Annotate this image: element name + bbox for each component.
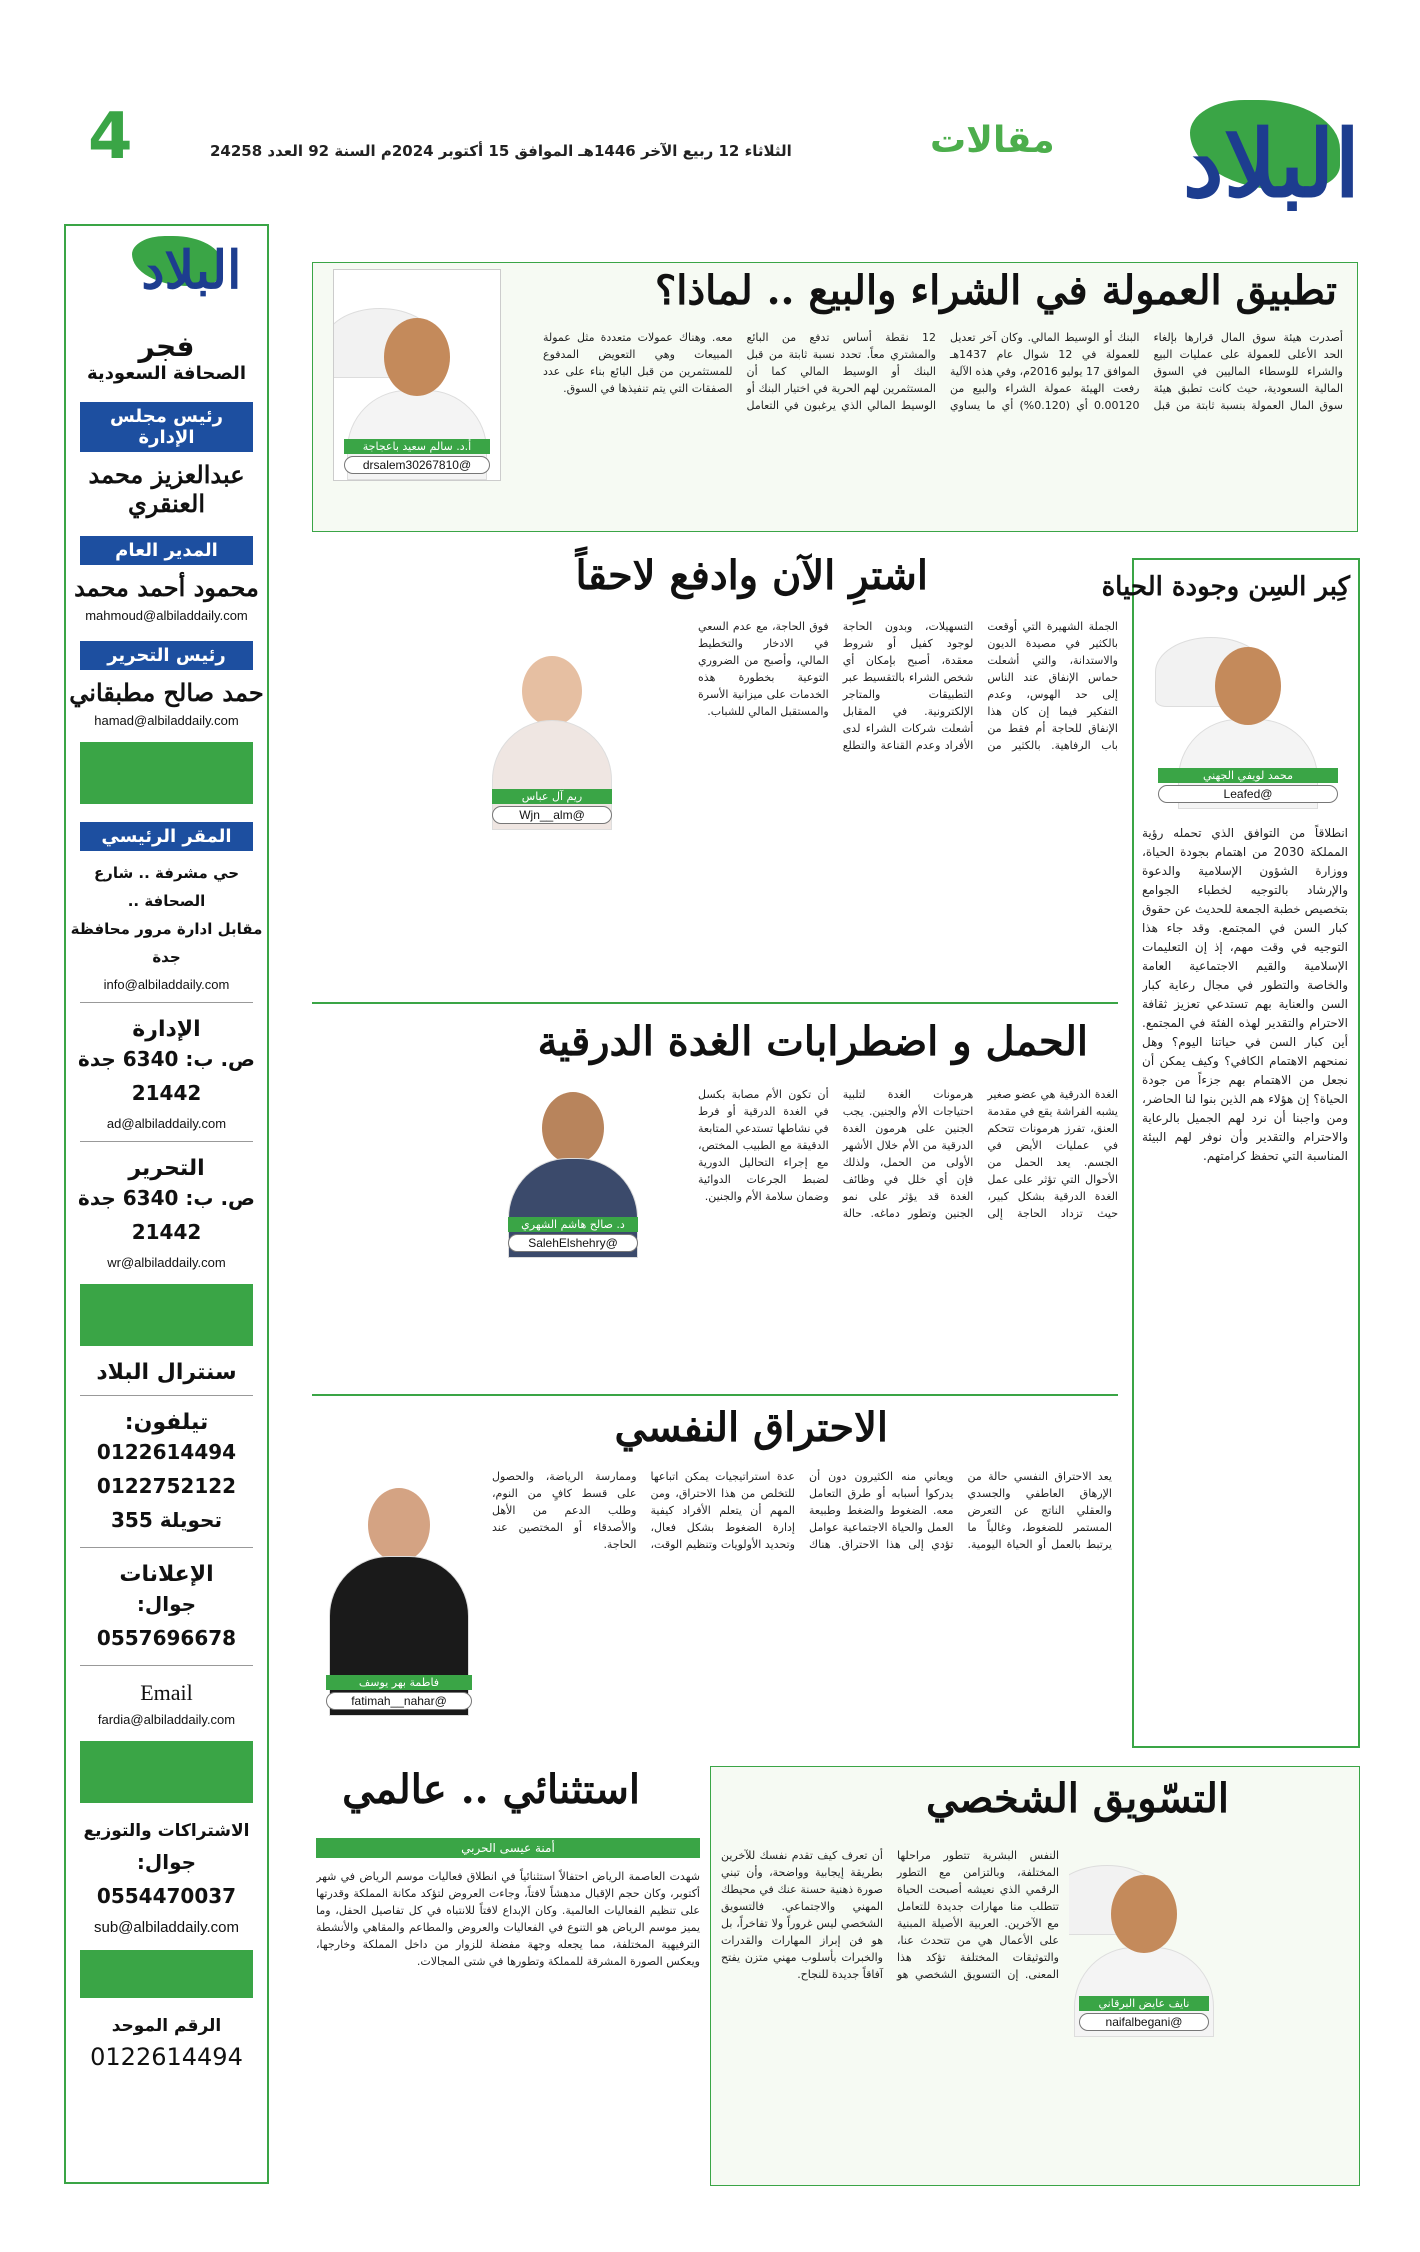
- ads-label: الإعلانات: [119, 1562, 214, 1587]
- editor-email[interactable]: hamad@albiladdaily.com: [94, 713, 239, 728]
- editor-name: حمد صالح مطبقاني: [69, 678, 264, 707]
- article-body: النفس البشرية تتطور مراحلها المختلفة، وبالتزامن مع التطور الرقمي الذي نعيشه أصبحت الحياة تتطلب منا مهارات جديدة للتعامل مع الآخرين. العربية الأصيلة المبنية على الأعمال هي من تتحدث عنا، والتوثيقات المختلفة تؤكد هذا المعنى. إن التسويق الشخصي هو أن تعرف كيف تقدم نفسك للآخرين بطريقة إيجابية وواضحة، وأن تبني صورة ذهنية حسنة عنك في محيطك المهني والاجتماعي. فالتسويق الشخصي ليس غروراً ولا تفاخراً، بل هو فن إبراز المهارات والقدرات والخبرات بأسلوب مهني متزن يفتح آفاقاً جديدة للنجاح.: [721, 1849, 1059, 1981]
- phone-extension: تحويلة 355: [111, 1508, 222, 1532]
- sidebar-logo-wordmark: البلاد: [141, 240, 242, 301]
- article-body: الغدة الدرقية هي عضو صغير يشبه الفراشة يقع في مقدمة العنق، تفرز هرمونات تتحكم في عمليات الأيض في الجسم. يعد الحمل من الأحوال التي تؤثر على عمل الغدة الدرقية بشكل كبير، حيث تزداد الحاجة إلى هرمونات الغدة لتلبية احتياجات الأم والجنين. يجب الجنين على هرمون الغدة الدرقية من الأم خلال الأشهر الأولى من الحمل، ولذلك فإن أي خلل في وظائف الغدة قد يؤثر على نمو الجنين وتطور دماغه. حالة أن تكون الأم مصابة بكسل في الغدة الدرقية أو فرط في نشاطها تستدعي المتابعة الدقيقة مع الطبيب المختص، مع إجراء التحاليل الدورية لضبط الجرعات الدوائية وضمان سلامة الأم والجنين.: [698, 1088, 1118, 1220]
- article-body-col: [312, 618, 472, 988]
- board-head-label: رئيس مجلس الإدارة: [80, 402, 253, 452]
- article-elderly: [1101, 558, 1360, 1748]
- phone-1[interactable]: 0122614494: [96, 1440, 237, 1464]
- article-body: يعد الاحتراق النفسي حالة من الإرهاق العاطفي والجسدي والعقلي الناتج عن التعرض المستمر للضغوط، وغالباً ما يرتبط بالعمل أو الحياة اليومية. ويعاني منه الكثيرون دون أن يدركوا أسبابه أو طرق التعامل معه. الضغوط والضغط وطبيعة العمل والحياة الاجتماعية عوامل تؤدي إلى هذا الاحتراق. هناك عدة استراتيجيات يمكن اتباعها للتخلص من هذا الاحتراق، ومن المهم أن يتعلم الأفراد كيفية إدارة الضغوط بشكل فعال، وتحديد الأولويات وتنظيم الوقت، وممارسة الرياضة، والحصول على قسط كافٍ من النوم، وطلب الدعم من الأهل والأصدقاء أو المختصين عند الحاجة.: [492, 1470, 1112, 1551]
- author-name: نايف عايض البرقاني: [1079, 1996, 1209, 2011]
- phone-label: تيلفون:: [124, 1410, 209, 1435]
- article-body-tail: [327, 487, 507, 527]
- unified-number[interactable]: 0122614494: [90, 2043, 243, 2071]
- author-handle[interactable]: @fatimah__nahar: [326, 1692, 472, 1710]
- article-title: اشترِ الآن وادفع لاحقاً: [575, 552, 928, 599]
- article-body: الجملة الشهيرة التي أوقعت بالكثير في مصيدة الديون والاستدانة، والتي أشعلت حماس الإنفاق عند الناس إلى حد الهوس، وعدم التفكير فيما إن كان هذا الإنفاق للحاجة أم فقط من باب الرفاهية. بالكثير من التسهيلات، وبدون الحاجة لوجود كفيل أو شروط معقدة، أصبح بإمكان أي شخص الشراء بالتقسيط عبر التطبيقات والمتاجر الإلكترونية. في المقابل أشعلت شركات الشراء لدى الأفراد وعدم القناعة والتطلع فوق الحاجة، مع عدم السعي في الادخار والتخطيط المالي، وأصبح من الضروري التوعية بخطورة هذه الخدمات على ميزانية الأسرة والمستقبل المالي للشباب.: [698, 620, 1118, 752]
- author-photo: [482, 620, 622, 830]
- sidebar-logo: [82, 236, 252, 326]
- central-label: سنترال البلاد: [96, 1360, 237, 1385]
- article-title: التسّويق الشخصي: [926, 1775, 1229, 1822]
- article-thyroid: [312, 1018, 1118, 1396]
- gm-name: محمود أحمد محمد: [74, 573, 259, 602]
- article-body: أصدرت هيئة سوق المال قرارها بإلغاء الحد الأعلى للعمولة على عمليات البيع والشراء للوسطاء الماليين في السوق المالية السعودية، حيث كانت تطبق هيئة سوق المال العمولة بنسبة ثابتة من قبل البنك أو الوسيط المالي. وكان آخر تعديل للعمولة في 12 شوال عام 1437هـ الموافق 17 يوليو 2016م، وفي هذه الآلية رفعت الهيئة عمولة الشراء والبيع من 0.00120 أي (0.120%) أي ما يساوي 12 نقطة أساس تدفع من البائع والمشتري معاً. تحدد نسبة ثابتة من قبل البنك أو الوسيط المالي كما أن المستثمرين لهم الحرية في اختيار البنك أو الوسيط المالي الذي يرغبون في التعامل معه. وهناك عمولات متعددة مثل عمولة المبيعات وهي التعويض المدفوع للمستثمرين من قبل البائع بناء على عدد الصفقات التي يتم تنفيذها في السوق.: [543, 331, 1343, 412]
- phone-2[interactable]: 0122752122: [96, 1474, 237, 1498]
- author-handle[interactable]: @Wjn__alm: [492, 806, 612, 824]
- author-photo: [498, 1068, 648, 1258]
- article-body-col: [1221, 1847, 1349, 2177]
- article-commission: [312, 262, 1358, 532]
- author-name: د. صالح هاشم الشهري: [508, 1217, 638, 1232]
- divider: [80, 1665, 253, 1666]
- author-name: أ.د. سالم سعيد باعجاجة: [344, 439, 490, 454]
- divider: [80, 1395, 253, 1396]
- sidebar: [64, 224, 269, 2184]
- divider: [80, 1141, 253, 1142]
- article-body: انطلاقاً من التوافق الذي تحمله رؤية المملكة 2030 من اهتمام بجودة الحياة، ووزارة الشؤون الإسلامية والدعوة والإرشاد بالتوجيه لخطباء الجوامع بتخصيص خطبة الجمعة للحديث عن حقوق كبار السن في المجتمع. وقد جاء هذا التوجيه في وقت مهم، إذ إن التعليمات الإسلامية والقيم الاجتماعية العامة والخاصة والتطور في مجال رعاية كبار السن والعناية بهم تستدعي تعزيز ثقافة الاحترام والتقدير لهذه الفئة في المجتمع. أين كبار السن في حياتنا اليوم؟ وهل نمنحهم الاهتمام الكافي؟ وكيف يمكن أن نجعل من الاهتمام بهم جزءاً من جودة الحياة؟ إن هؤلاء هم الذين بنوا لنا الحاضر، ومن واجبنا أن نرد لهم الجميل بالرعاية والاحترام والتقدير وأن نوفر لهم البيئة المناسبة التي تحفظ كرامتهم.: [1142, 826, 1348, 1163]
- sidebar-subtitle: فجر: [138, 330, 195, 363]
- author-name: محمد لويفي الجهني: [1158, 768, 1338, 783]
- page-number: 4: [88, 100, 133, 174]
- article-title: الاحتراق النفسي: [614, 1404, 888, 1451]
- editing-pobox: ص. ب: 6340 جدة 21442: [78, 1186, 255, 1244]
- author-photo: [316, 1440, 482, 1716]
- article-title: تطبيق العمولة في الشراء والبيع .. لماذا؟: [654, 267, 1337, 314]
- article-body: شهدت العاصمة الرياض احتفالاً استثنائياً في انطلاق فعاليات موسم الرياض في شهر أكتوبر، وكان حجم الإقبال مدهشاً لافتاً، وجاءت العروض لتؤكد مكانة المملكة وقدرتها على تنظيم الفعاليات العالمية. وكان الإبداع لافتاً للانتباه في كل تفاصيل الحفل، وما يميز موسم الرياض هو التنوع في الفعاليات والعروض والمطاعم والمقاهي والأنشطة الترفيهية المختلفة، مما يجعله وجهة مفضلة للزوار من داخل المملكة وخارجها، ويعكس الصورة المشرقة للمملكة وتطورها في شتى المجالات.: [316, 1870, 700, 1968]
- gm-email[interactable]: mahmoud@albiladdaily.com: [85, 608, 248, 623]
- gm-label: المدير العام: [80, 536, 253, 565]
- author-handle[interactable]: @drsalem30267810: [344, 456, 490, 474]
- author-handle[interactable]: @Leafed: [1158, 785, 1338, 803]
- email-label: Email: [140, 1680, 193, 1705]
- admin-pobox: ص. ب: 6340 جدة 21442: [78, 1047, 255, 1105]
- editor-label: رئيس التحرير: [80, 641, 253, 670]
- article-title: استثنائي .. عالمي: [342, 1766, 640, 1813]
- hq-address-1: حي مشرفة .. شارع الصحافة ..: [93, 864, 240, 910]
- article-title: الحمل و اضطرابات الغدة الدرقية: [537, 1018, 1088, 1065]
- subscriptions-label: الاشتراكات والتوزيع: [83, 1821, 250, 1841]
- article-bnpl: [312, 548, 1118, 1004]
- author-name: أمنة عيسى الحربي: [316, 1838, 700, 1858]
- hq-email[interactable]: info@albiladdaily.com: [103, 977, 230, 992]
- author-photo: [333, 269, 501, 481]
- article-body-col: [312, 1086, 488, 1386]
- hq-label: المقر الرئيسي: [80, 822, 253, 851]
- board-chairman-name: عبدالعزيز محمد العنقري: [88, 460, 245, 518]
- article-title: كِبر السِن وجودة الحياة: [1101, 572, 1350, 602]
- admin-email[interactable]: ad@albiladdaily.com: [106, 1116, 227, 1131]
- author-photo: [1069, 1847, 1219, 2037]
- logo-wordmark: البلاد: [1182, 110, 1360, 218]
- newspaper-logo[interactable]: [1100, 100, 1360, 230]
- author-handle[interactable]: @SalehElshehry: [508, 1234, 638, 1252]
- editing-label: التحرير: [128, 1156, 205, 1181]
- subscriptions-mobile[interactable]: جوال: 0554470037: [96, 1850, 237, 1908]
- divider: [80, 1547, 253, 1548]
- green-divider-block: [80, 742, 253, 804]
- author-handle[interactable]: @naifalbegani: [1079, 2013, 1209, 2031]
- unified-number-label: الرقم الموحد: [111, 2016, 222, 2036]
- ads-email[interactable]: fardia@albiladdaily.com: [97, 1712, 236, 1727]
- author-name: ريم آل عباس: [492, 789, 612, 804]
- green-divider-block: [80, 1741, 253, 1803]
- hq-address-2: مقابل ادارة مرور محافظة جدة: [70, 920, 263, 966]
- author-name: فاطمة بهر يوسف: [326, 1675, 472, 1690]
- article-riyadh-season: [316, 1766, 700, 2186]
- green-divider-block: [80, 1950, 253, 1998]
- divider: [80, 1002, 253, 1003]
- subscriptions-email[interactable]: sub@albiladdaily.com: [93, 1919, 240, 1936]
- section-title: مقالات: [930, 120, 1055, 161]
- article-personal-marketing: [710, 1766, 1360, 2186]
- green-divider-block: [80, 1284, 253, 1346]
- sidebar-subtitle-2: الصحافة السعودية: [87, 363, 246, 384]
- admin-label: الإدارة: [132, 1017, 201, 1042]
- article-burnout: [312, 1404, 1118, 1734]
- editing-email[interactable]: wr@albiladdaily.com: [107, 1255, 226, 1270]
- author-photo: [1148, 624, 1348, 809]
- ads-mobile[interactable]: جوال: 0557696678: [96, 1592, 237, 1650]
- dateline: الثلاثاء 12 ربيع الآخر 1446هـ الموافق 15 أكتوبر 2024م السنة 92 العدد 24258: [210, 142, 792, 160]
